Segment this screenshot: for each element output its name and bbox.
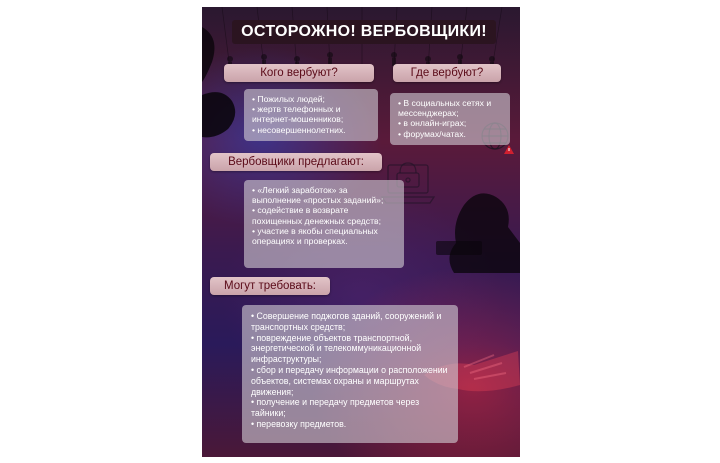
list-item: • Совершение поджогов зданий, сооружений и транспортных средств; — [251, 311, 451, 333]
list-item: • повреждение объектов транспортной, энергетической и телекоммуникационной инфраструктуры; — [251, 333, 451, 365]
list-item: • перевозку предметов. — [251, 419, 451, 430]
hand-icon — [202, 87, 242, 147]
who-label-text: Кого вербуют? — [260, 67, 338, 79]
demand-list — [242, 305, 458, 443]
demand-label-text: Могут требовать: — [224, 280, 316, 292]
title-bar — [232, 20, 496, 44]
list-item: • в онлайн-играх; — [398, 118, 504, 128]
who-label — [224, 64, 374, 82]
who-list — [244, 89, 378, 141]
list-item: • несовершеннолетних. — [252, 125, 372, 135]
list-item: • участие в якобы специальных операциях и проверках. — [252, 226, 398, 246]
where-list — [390, 93, 510, 145]
where-label-text: Где вербуют? — [410, 67, 484, 79]
demand-label — [210, 277, 330, 295]
list-item: • В социальных сетях и мессенджерах; — [398, 98, 504, 118]
warning-icon — [504, 145, 514, 154]
list-item: • Пожилых людей; — [252, 94, 372, 104]
list-item: • жертв телефонных и интернет-мошенников; — [252, 104, 372, 124]
offer-label-text: Вербовщики предлагают: — [228, 156, 364, 168]
list-item: • «Легкий заработок» за выполнение «простых заданий»; — [252, 185, 398, 205]
list-item: • получение и передачу предметов через тайники; — [251, 397, 451, 419]
page-title: ОСТОРОЖНО! ВЕРБОВЩИКИ! — [241, 23, 487, 40]
where-label — [393, 64, 501, 82]
list-item: • содействие в возврате похищенных денежных средств; — [252, 205, 398, 225]
hacker-silhouette-icon — [434, 183, 520, 273]
offer-list — [244, 180, 404, 268]
offer-label — [210, 153, 382, 171]
poster — [202, 7, 520, 457]
list-item: • сбор и передачу информации о расположении объектов, системах охраны и маршрутах движения; — [251, 365, 451, 397]
list-item: • форумах/чатах. — [398, 129, 504, 139]
